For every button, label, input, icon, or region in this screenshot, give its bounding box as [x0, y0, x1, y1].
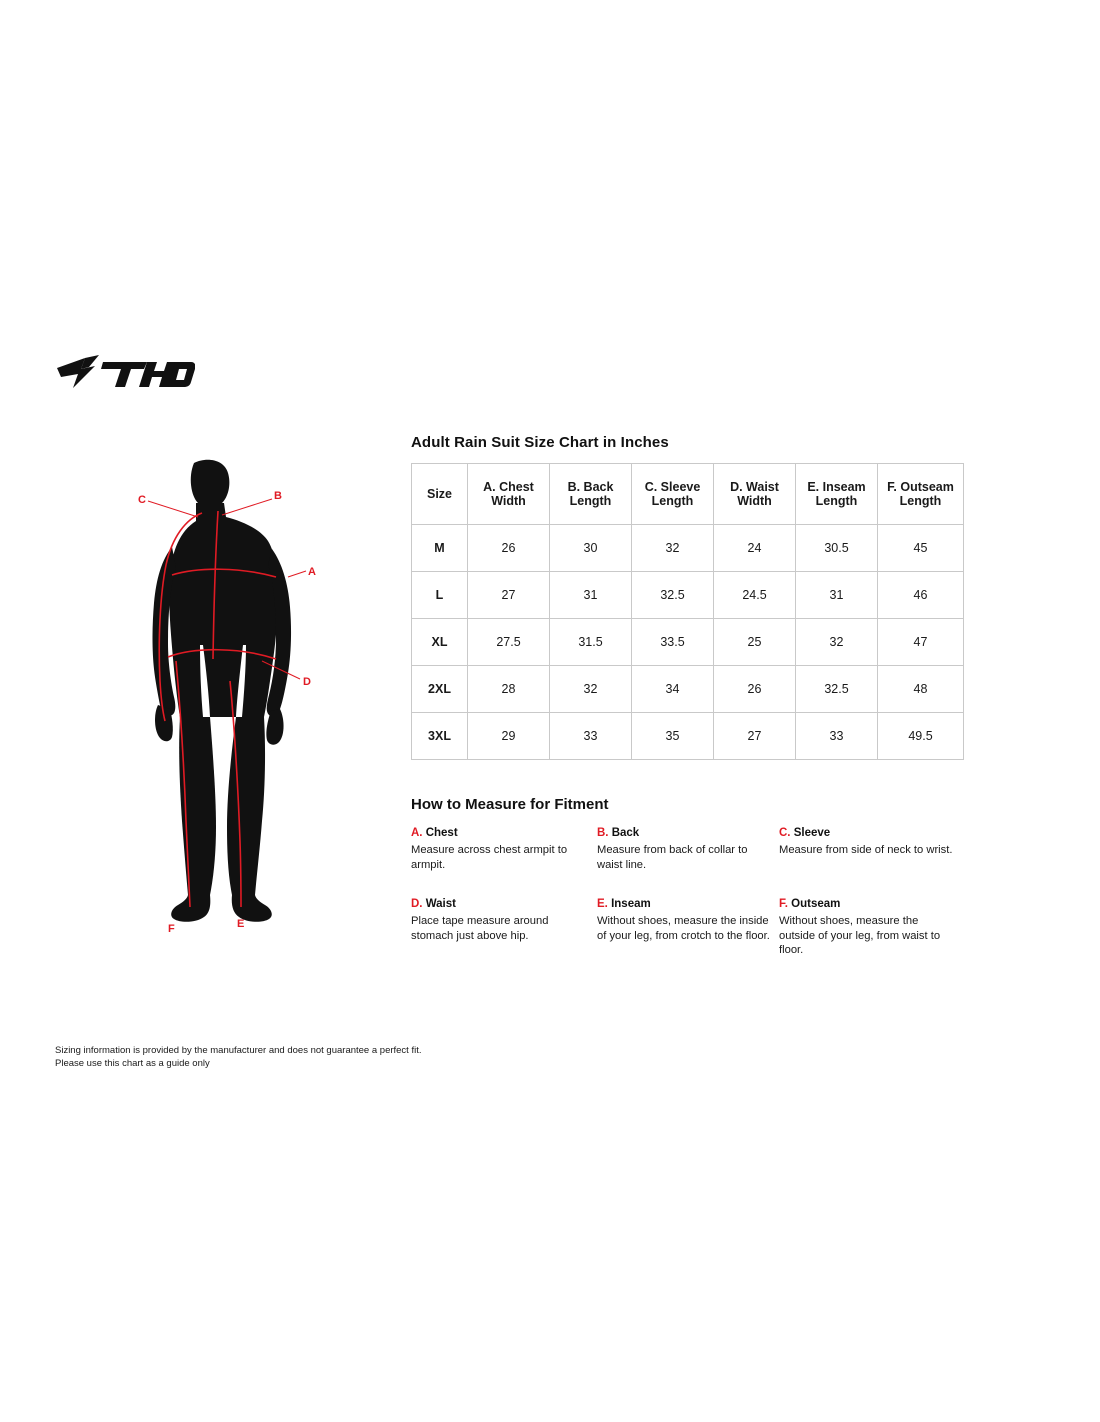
cell-back: 32 — [550, 666, 632, 713]
page-title: Adult Rain Suit Size Chart in Inches — [411, 434, 669, 451]
cell-size: M — [412, 525, 468, 572]
measure-head-waist — [411, 898, 589, 910]
measure-text: Without shoes, measure the inside of your leg, from crotch to the floor. — [597, 915, 770, 942]
table-header-row — [412, 464, 964, 525]
table-row — [412, 666, 964, 713]
cell-sleeve: 34 — [632, 666, 714, 713]
col-header-inseam: E. Inseam Length — [796, 464, 878, 525]
measure-head-back — [597, 827, 771, 839]
cell-size: XL — [412, 619, 468, 666]
diagram-label-f: F — [168, 923, 175, 935]
cell-chest: 27.5 — [468, 619, 550, 666]
cell-chest: 29 — [468, 713, 550, 760]
measure-text: Place tape measure around stomach just above hip. — [411, 915, 549, 942]
cell-waist: 27 — [714, 713, 796, 760]
col-header-waist: D. Waist Width — [714, 464, 796, 525]
measure-name: Sleeve — [793, 827, 831, 839]
cell-inseam: 31 — [796, 572, 878, 619]
measure-head-sleeve — [779, 827, 955, 839]
measure-name: Chest — [425, 827, 458, 839]
diagram-label-a: A — [308, 566, 316, 578]
measure-letter: C. — [779, 827, 791, 839]
measure-item-back — [597, 827, 779, 872]
measure-letter: A. — [411, 827, 423, 839]
measure-letter: E. — [597, 898, 608, 910]
col-header-back: B. Back Length — [550, 464, 632, 525]
measure-text: Measure from side of neck to wrist. — [779, 844, 953, 856]
cell-back: 30 — [550, 525, 632, 572]
cell-size: 3XL — [412, 713, 468, 760]
measure-text: Measure from back of collar to waist line. — [597, 844, 748, 871]
diagram-label-b: B — [274, 490, 282, 502]
measure-head-inseam — [597, 898, 771, 910]
disclaimer — [55, 1044, 475, 1070]
cell-chest: 27 — [468, 572, 550, 619]
cell-back: 31 — [550, 572, 632, 619]
how-to-measure-title: How to Measure for Fitment — [411, 796, 609, 813]
measure-item-sleeve — [779, 827, 963, 872]
cell-waist: 24 — [714, 525, 796, 572]
measure-text: Without shoes, measure the outside of your leg, from waist to floor. — [779, 915, 941, 956]
body-measurement-diagram — [110, 455, 340, 955]
measure-name: Back — [611, 827, 640, 839]
table-row — [412, 619, 964, 666]
measure-head-chest — [411, 827, 589, 839]
cell-sleeve: 33.5 — [632, 619, 714, 666]
measure-name: Waist — [425, 898, 456, 910]
col-header-chest: A. Chest Width — [468, 464, 550, 525]
cell-sleeve: 32 — [632, 525, 714, 572]
table-row — [412, 572, 964, 619]
cell-size: 2XL — [412, 666, 468, 713]
cell-outseam: 45 — [878, 525, 964, 572]
measure-item-chest — [411, 827, 597, 872]
cell-inseam: 32 — [796, 619, 878, 666]
table-row — [412, 713, 964, 760]
measure-text: Measure across chest armpit to armpit. — [411, 844, 568, 871]
diagram-label-c: C — [138, 494, 146, 506]
disclaimer-line-2: Please use this chart as a guide only — [55, 1058, 210, 1069]
disclaimer-line-1: Sizing information is provided by the manufacturer and does not guarantee a perfect fit. — [55, 1045, 422, 1056]
col-header-outseam: F. Outseam Length — [878, 464, 964, 525]
cell-chest: 28 — [468, 666, 550, 713]
cell-sleeve: 32.5 — [632, 572, 714, 619]
cell-outseam: 46 — [878, 572, 964, 619]
cell-outseam: 48 — [878, 666, 964, 713]
measure-head-outseam — [779, 898, 955, 910]
how-to-measure-grid — [411, 827, 963, 958]
cell-chest: 26 — [468, 525, 550, 572]
cell-waist: 24.5 — [714, 572, 796, 619]
table-row — [412, 525, 964, 572]
cell-sleeve: 35 — [632, 713, 714, 760]
measure-letter: B. — [597, 827, 609, 839]
col-header-size: Size — [412, 464, 468, 525]
measure-letter: F. — [779, 898, 788, 910]
cell-back: 31.5 — [550, 619, 632, 666]
measure-item-inseam — [597, 898, 779, 958]
cell-waist: 26 — [714, 666, 796, 713]
body-silhouette — [153, 460, 292, 922]
diagram-label-d: D — [303, 676, 311, 688]
size-chart-table — [411, 463, 964, 760]
measure-item-waist — [411, 898, 597, 958]
measure-item-outseam — [779, 898, 963, 958]
measure-letter: D. — [411, 898, 423, 910]
col-header-sleeve: C. Sleeve Length — [632, 464, 714, 525]
thor-logo — [55, 352, 195, 394]
cell-outseam: 47 — [878, 619, 964, 666]
cell-inseam: 32.5 — [796, 666, 878, 713]
measure-name: Inseam — [611, 898, 651, 910]
cell-waist: 25 — [714, 619, 796, 666]
cell-inseam: 33 — [796, 713, 878, 760]
cell-size: L — [412, 572, 468, 619]
cell-outseam: 49.5 — [878, 713, 964, 760]
cell-inseam: 30.5 — [796, 525, 878, 572]
measure-name: Outseam — [791, 898, 841, 910]
cell-back: 33 — [550, 713, 632, 760]
diagram-label-e: E — [237, 918, 245, 930]
